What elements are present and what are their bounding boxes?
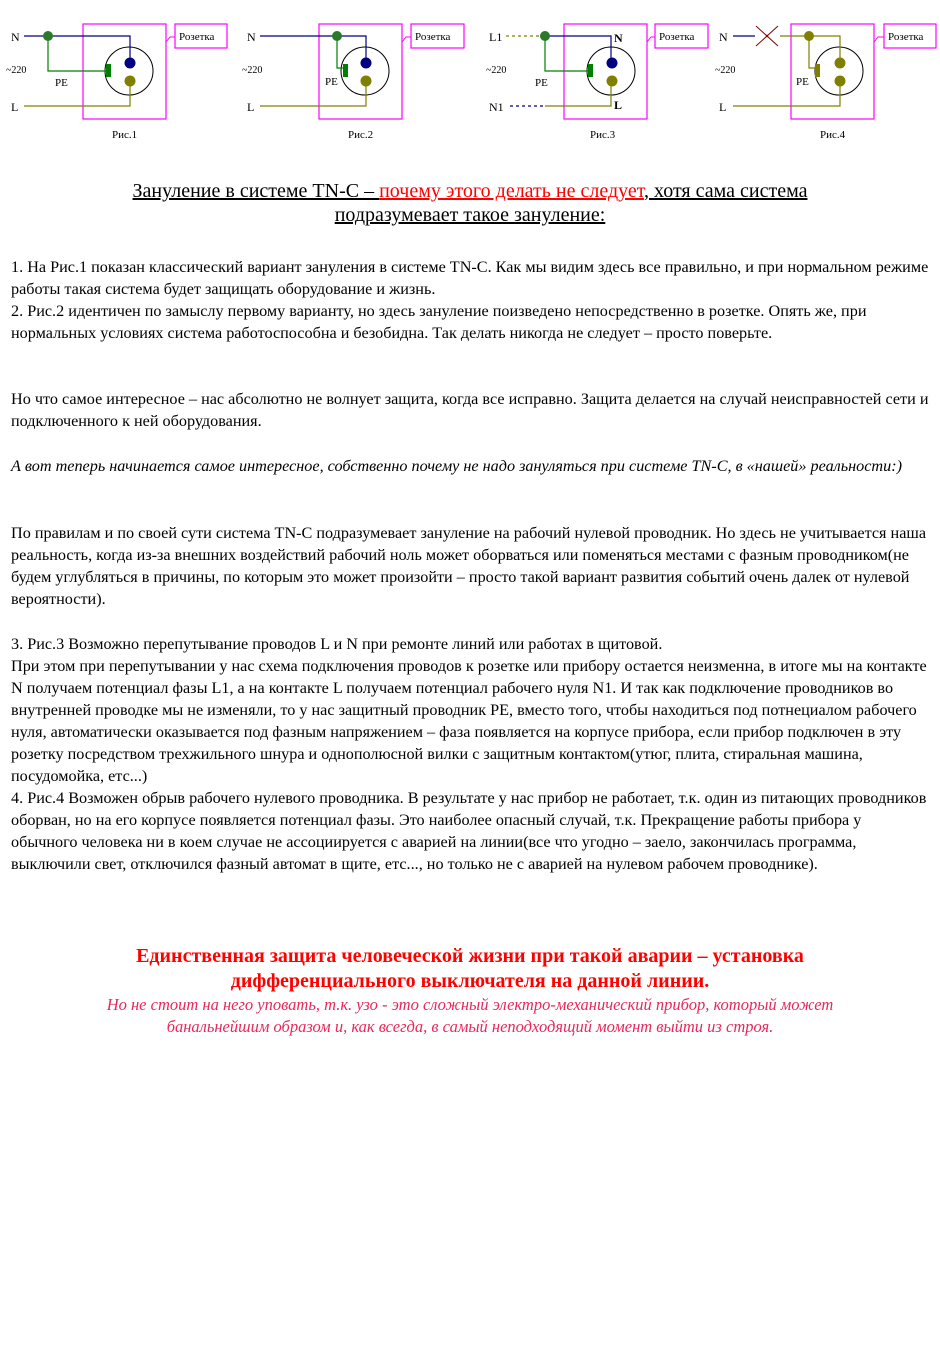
conclusion-bold-line1: Единственная защита человеческой жизни при такой аварии – установка	[136, 945, 804, 967]
pe-label: PE	[325, 76, 338, 88]
title-red-part: почему этого делать не следует	[379, 180, 644, 202]
figure-3	[486, 24, 708, 141]
phase-wire	[24, 81, 130, 106]
phase-wire	[260, 81, 366, 106]
diagrams-svg	[0, 0, 940, 150]
socket-label: Розетка	[415, 31, 451, 43]
paragraph-fig1: 1. На Рис.1 показан классический вариант зануления в системе TN-C. Как мы видим здесь все правильно, и при нормальном режиме работы такая система будет защищать оборудование и жизнь.	[11, 258, 929, 298]
neutral-wire	[24, 36, 130, 61]
paragraph-fig4: 4. Рис.4 Возможен обрыв рабочего нулевого проводника. В результате у нас прибор не работает, т.к. один из питающих проводников оборван, но на его корпусе появляется потенциал фазы. Это наиболее опасный случай, т.к. Прекращение работы прибора у обычного человека ни в коем случае не ассоциируется с аварией на линии(все что угодно – заело, закончилась программа, выключили свет, отключился фазный автомат в щите, етс..., но только не с аварией на нулевом рабочем проводнике).	[11, 789, 927, 873]
paragraph-group-5	[11, 633, 931, 875]
voltage-label: ~220	[242, 65, 263, 76]
paragraph-group-4	[11, 522, 931, 610]
socket-frame	[791, 24, 874, 119]
voltage-label: ~220	[715, 65, 736, 76]
figure-caption: Рис.1	[112, 129, 138, 141]
wire-top-label: N	[247, 30, 256, 44]
socket-label: Розетка	[659, 31, 695, 43]
neutral-wire	[260, 36, 366, 61]
paragraph-fig2: 2. Рис.2 идентичен по замыслу первому варианту, но здесь зануление поизведено непосредственно в розетке. Опять же, при нормальных условиях система работоспособна и безобидна. Так делать никогда не следует – просто поверьте.	[11, 302, 867, 342]
pe-label: PE	[535, 77, 548, 89]
socket-circle	[815, 47, 863, 95]
wire-bottom-label: L	[719, 100, 727, 114]
neutral-contact	[361, 58, 372, 69]
wire-bottom-label: N1	[489, 100, 504, 114]
phase-contact	[361, 76, 372, 87]
label-leader	[647, 37, 655, 42]
wire-top-label: L1	[489, 30, 503, 44]
paragraph-tnc-rules: По правилам и по своей сути система TN-C подразумевает зануление на рабочий нулевой проводник. Но здесь не учитывается наша реальность, когда из-за внешних воздействий рабочий ноль может оборваться или поменяться местами с фазным проводником(не будем углубляться в причины, по которым это может произойти – просто такой вариант развития событий очень далек от нулевой вероятности).	[11, 524, 927, 608]
conclusion-italic-line2: банальнейшим образом и, как всегда, в самый неподходящий момент выйти из строя.	[166, 1017, 774, 1036]
pe-contact	[343, 64, 348, 77]
paragraph-fig3-heading: 3. Рис.3 Возможно перепутывание проводов L и N при ремонте линий или работах в щитовой.	[11, 635, 663, 653]
pe-label: PE	[796, 76, 809, 88]
voltage-label: ~220	[6, 65, 27, 76]
paragraph-italic-intro: А вот теперь начинается самое интересное, собственно почему не надо зануляться при системе TN-C, в «нашей» реальности:)	[11, 457, 902, 475]
junction-dot	[540, 31, 550, 41]
page-title	[0, 179, 940, 227]
wire-top-label: N	[719, 30, 728, 44]
title-line2: подразумевает такое зануление:	[334, 204, 606, 226]
socket-label: Розетка	[179, 31, 215, 43]
paragraph-fig3-body: При этом при перепутывании у нас схема подключения проводов к розетке или прибору остается неизменна, в итоге мы на контакте N получаем потенциал фазы L1, а на контакте L получаем потенциал рабочего нуля N1. И так как подключение проводников во внутренней проводке мы не изменяли, то у нас защитный проводник PE, вместо того, чтобы находиться под потнециалом рабочего нуля, автоматически оказывается под фазным напряжением – фаза появляется на корпусе прибора, если прибор подключен в эту розетку посредством трехжильного шнура и однополюсной вилки с защитным контактом(утюг, плита, стиральная машина, посудомойка, етс...)	[11, 657, 927, 785]
phase-wire	[733, 81, 840, 106]
figure-caption: Рис.4	[820, 129, 846, 141]
pe-contact	[815, 64, 820, 77]
socket-circle	[341, 47, 389, 95]
conclusion-italic-line1: Но не стоит на него уповать, т.к. узо - это сложный электро-механический прибор, который может	[106, 995, 834, 1014]
figure-caption: Рис.2	[348, 129, 374, 141]
label-leader	[874, 37, 884, 42]
wire-bottom-label: L	[11, 100, 19, 114]
junction-dot	[332, 31, 342, 41]
figure-4	[715, 24, 936, 141]
neutral-contact	[125, 58, 136, 69]
socket-frame	[319, 24, 402, 119]
phase-contact	[835, 76, 846, 87]
break-x-icon	[756, 26, 778, 46]
pe-wire	[545, 36, 589, 71]
neutral-wire	[545, 36, 611, 61]
paragraph-group-2	[11, 388, 931, 432]
wire-bottom-label: L	[247, 100, 255, 114]
pe-contact	[588, 64, 593, 77]
figure-caption: Рис.3	[590, 129, 616, 141]
conclusion	[0, 944, 940, 1038]
paragraph-group-3	[11, 455, 931, 477]
junction-dot	[43, 31, 53, 41]
socket-label: Розетка	[888, 31, 924, 43]
title-part1: Зануление в системе TN-C –	[132, 180, 380, 202]
label-leader	[402, 37, 411, 42]
label-leader	[166, 37, 175, 42]
phase-contact	[125, 76, 136, 87]
socket-top-label: N	[614, 31, 623, 45]
pe-contact	[106, 64, 111, 77]
figure-1	[6, 24, 227, 141]
paragraph-group-1	[11, 256, 931, 344]
pe-label: PE	[55, 77, 68, 89]
phase-wire	[545, 81, 611, 106]
neutral-contact	[835, 58, 846, 69]
title-part3: , хотя сама система	[643, 180, 808, 202]
pe-wire	[48, 36, 107, 71]
neutral-contact	[607, 58, 618, 69]
wire-top-label: N	[11, 30, 20, 44]
junction-dot	[804, 31, 814, 41]
figure-2	[242, 24, 464, 141]
wiring-diagrams	[0, 0, 940, 150]
phase-contact	[607, 76, 618, 87]
conclusion-bold-line2: дифференциального выключателя на данной линии.	[230, 970, 710, 992]
voltage-label: ~220	[486, 65, 507, 76]
socket-bottom-label: L	[614, 98, 623, 112]
paragraph-protection: Но что самое интересное – нас абсолютно не волнует защита, когда все исправно. Защита делается на случай неисправностей сети и подключенного к ней оборудования.	[11, 390, 929, 430]
socket-circle	[105, 47, 153, 95]
